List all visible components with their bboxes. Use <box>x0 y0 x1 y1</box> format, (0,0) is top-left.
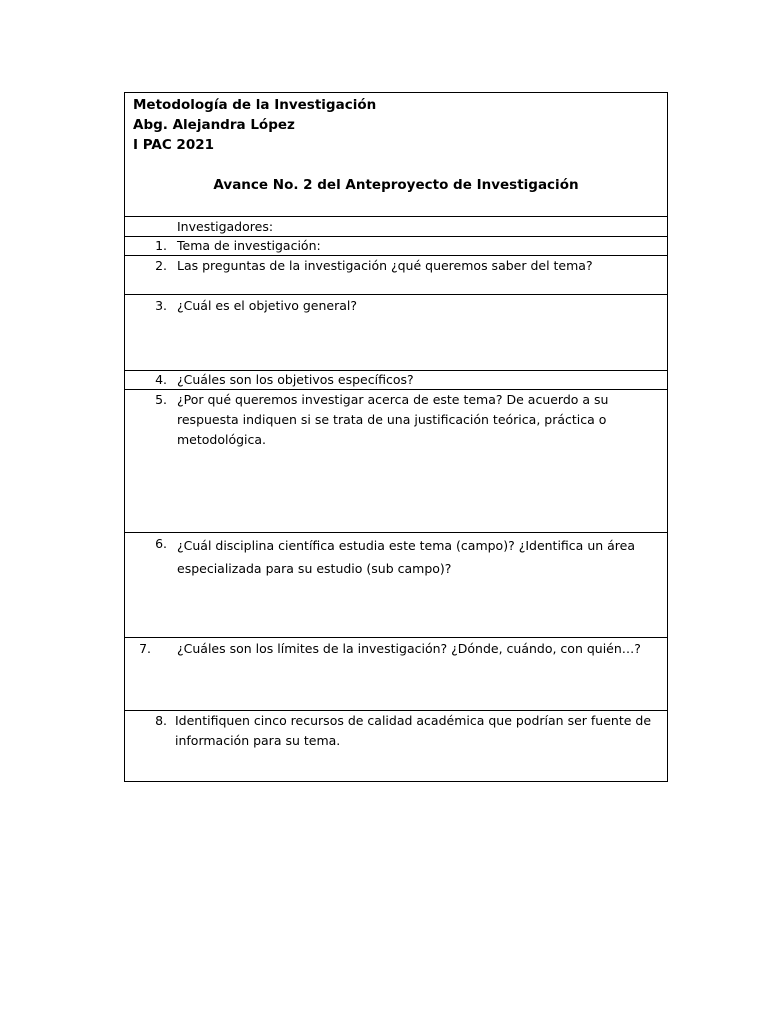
row-question-7 <box>125 638 667 711</box>
row-question-2 <box>125 256 667 295</box>
row-number: 4. <box>155 372 167 387</box>
row-question-1 <box>125 237 667 256</box>
header-cell <box>125 93 667 217</box>
row-number: 8. <box>155 713 167 728</box>
row-text: Investigadores: <box>177 219 274 234</box>
row-number: 1. <box>155 238 167 253</box>
row-text: Tema de investigación: <box>177 238 321 253</box>
row-text: Las preguntas de la investigación ¿qué queremos saber del tema? <box>177 258 593 273</box>
row-text: ¿Cuáles son los límites de la investigación? ¿Dónde, cuándo, con quién…? <box>177 641 641 656</box>
row-number: 5. <box>155 392 167 407</box>
row-number: 6. <box>155 536 167 551</box>
course-name: Metodología de la Investigación <box>133 97 377 113</box>
academic-period: I PAC 2021 <box>133 137 215 153</box>
row-text: Identifiquen cinco recursos de calidad académica que podrían ser fuente de información para su tema. <box>175 713 652 748</box>
row-question-4 <box>125 371 667 390</box>
row-text: ¿Cuál disciplina científica estudia este tema (campo)? ¿Identifica un área especializada para su estudio (sub campo)? <box>177 538 636 576</box>
row-question-5 <box>125 390 667 533</box>
row-number: 7. <box>139 641 151 656</box>
row-text: ¿Por qué queremos investigar acerca de este tema? De acuerdo a su respuesta indiquen si se trata de una justificación teórica, práctica o metodológica. <box>177 392 609 447</box>
row-investigadores <box>125 217 667 237</box>
row-number: 2. <box>155 258 167 273</box>
row-text: ¿Cuáles son los objetivos específicos? <box>177 372 414 387</box>
row-number: 3. <box>155 298 167 313</box>
row-question-8 <box>125 711 667 781</box>
row-question-3 <box>125 295 667 371</box>
form-table <box>124 92 668 782</box>
row-question-6 <box>125 533 667 638</box>
document-title: Avance No. 2 del Anteproyecto de Investigación <box>213 177 579 193</box>
row-text: ¿Cuál es el objetivo general? <box>177 298 357 313</box>
teacher-name: Abg. Alejandra López <box>133 117 295 133</box>
